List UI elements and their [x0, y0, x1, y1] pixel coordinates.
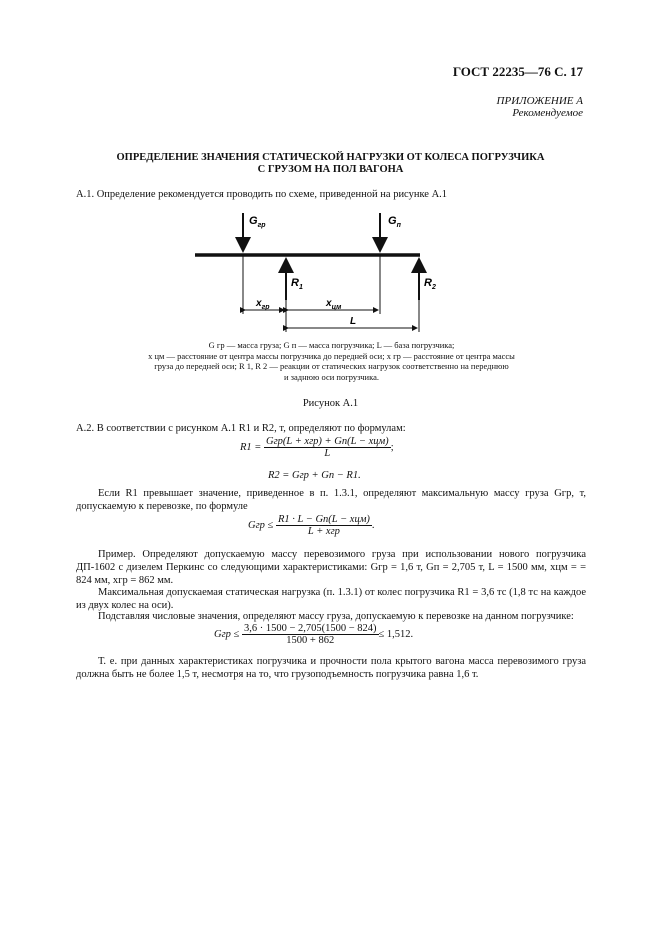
front-reaction-label: $R_1$ — [291, 277, 303, 291]
formula-calc-fraction — [242, 623, 379, 646]
formula-r1-denominator: L — [324, 448, 331, 459]
formula-g-numerator: R1 · L − Gп(L − xцм) — [277, 514, 370, 525]
appendix-heading — [497, 95, 583, 119]
cargo-distance-label: $x_{гр}$ — [256, 298, 270, 311]
formula-r1-lhs: R1 = — [240, 441, 262, 453]
rear-reaction-label: $R_2$ — [424, 277, 436, 291]
paragraph-a1: А.1. Определение рекомендуется проводить по схеме, приведенной на рисунке А.1 — [76, 189, 448, 200]
formula-calc-tail: ≤ 1,512. — [378, 628, 414, 640]
paragraph-max-load: Максимальная допускаемая статическая нагрузка (п. 1.3.1) от колес погрузчика R1 = 3,6 тс (1,8 тс на каждое из двух колес на оси). — [76, 587, 586, 611]
paragraph-if-r1: Если R1 превышает значение, приведенное в п. 1.3.1, определяют максимальную массу груза Gгр, т, допускаемую к перевозке, по формуле — [76, 488, 586, 512]
section-title — [70, 152, 591, 176]
formula-r1-tail: ; — [390, 441, 394, 453]
formula-g-denominator: L + xгр — [307, 526, 340, 537]
figure-caption — [104, 340, 559, 382]
load-diagram — [190, 208, 440, 338]
center-mass-label: $x_{цм}$ — [326, 298, 342, 311]
caption-line: x цм — расстояние от центра массы погрузчика до передней оси; x гр — расстояние от центра массы — [148, 350, 515, 361]
formula-g-fraction — [276, 514, 372, 537]
formula-calc-lhs: Gгр ≤ — [214, 628, 240, 640]
formula-r1-fraction — [264, 436, 391, 459]
caption-line: G гр — масса груза; G п — масса погрузчика; L — база погрузчика; — [208, 340, 455, 350]
formula-g-tail: . — [371, 519, 375, 531]
loader-load-label: $G_п$ — [388, 215, 401, 229]
formula-r2: R2 = Gгр + Gп − R1. — [268, 470, 361, 481]
document-reference: ГОСТ 22235—76 С. 17 — [452, 64, 583, 79]
cargo-load-label: $G_{гр}$ — [249, 215, 266, 229]
title-line-1: ОПРЕДЕЛЕНИЕ ЗНАЧЕНИЯ СТАТИЧЕСКОЙ НАГРУЗКИ ОТ КОЛЕСА ПОГРУЗЧИКА — [116, 152, 545, 163]
formula-r1 — [240, 436, 394, 459]
appendix-label: ПРИЛОЖЕНИЕ А — [496, 95, 583, 107]
figure-label: Рисунок А.1 — [302, 398, 359, 409]
title-line-2: С ГРУЗОМ НА ПОЛ ВАГОНА — [257, 164, 404, 175]
paragraph-substitute: Подставляя числовые значения, определяют массу груза, допускаемую к перевозке на данном погрузчике: — [98, 611, 574, 622]
wheelbase-label: L — [350, 316, 357, 327]
formula-r1-numerator: Gгр(L + xгр) + Gп(L − xцм) — [266, 436, 389, 447]
appendix-status: Рекомендуемое — [512, 107, 583, 119]
formula-calc-numerator: 3,6 · 1500 − 2,705(1500 − 824) — [243, 623, 377, 634]
paragraph-example: Пример. Определяют допускаемую массу перевозимого груза при использовании нового погрузчика ДП-1602 с дизелем Перкинс со следующими характеристиками: Gгр = 1,6 т, Gп = 2,705 т, L = 1500 мм, xцм = = 824 мм, xгр = 862 мм. — [76, 549, 586, 586]
paragraph-conclusion: Т. е. при данных характеристиках погрузчика и прочности пола крытого вагона масса перевозимого груза должна быть не более 1,5 т, несмотря на то, что грузоподъемность погрузчика равна 1,6 т. — [76, 656, 586, 680]
paragraph-a2: А.2. В соответствии с рисунком А.1 R1 и R2, т, определяют по формулам: — [76, 423, 406, 434]
formula-g-lhs: Gгр ≤ — [248, 519, 274, 531]
formula-calculation — [214, 623, 413, 646]
formula-g-max — [248, 514, 375, 537]
caption-line: груза до передней оси; R 1, R 2 — реакции от статических нагрузок соответственно на переднюю — [154, 361, 509, 371]
formula-calc-denominator: 1500 + 862 — [286, 635, 335, 646]
caption-line: и заднюю оси погрузчика. — [284, 371, 379, 382]
